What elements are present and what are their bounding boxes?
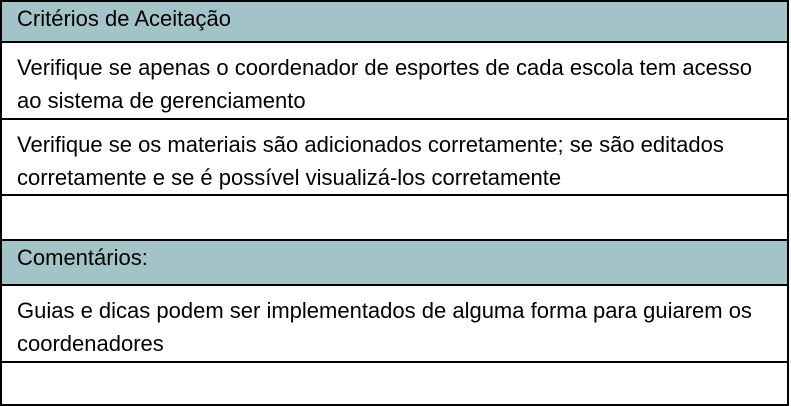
acceptance-criteria-empty-row	[0, 194, 789, 239]
comments-empty-row	[0, 361, 789, 406]
comment-text: Guias e dicas podem ser implementados de alguma forma para guiarem os coordenadores	[17, 298, 752, 356]
acceptance-criteria-text: Verifique se apenas o coordenador de esportes de cada escola tem acesso ao sistema de gerenciamento	[17, 55, 753, 113]
comments-header	[0, 239, 789, 284]
acceptance-criteria-text: Verifique se os materiais são adicionados corretamente; se são editados corretamente e se é possível visualizá-los corretamente	[17, 132, 724, 190]
acceptance-criteria-title: Critérios de Aceitação	[17, 6, 231, 31]
acceptance-criteria-row	[0, 41, 789, 118]
acceptance-criteria-header	[0, 0, 789, 41]
comments-title: Comentários:	[17, 245, 148, 270]
comments-row	[0, 284, 789, 361]
acceptance-criteria-row	[0, 118, 789, 194]
